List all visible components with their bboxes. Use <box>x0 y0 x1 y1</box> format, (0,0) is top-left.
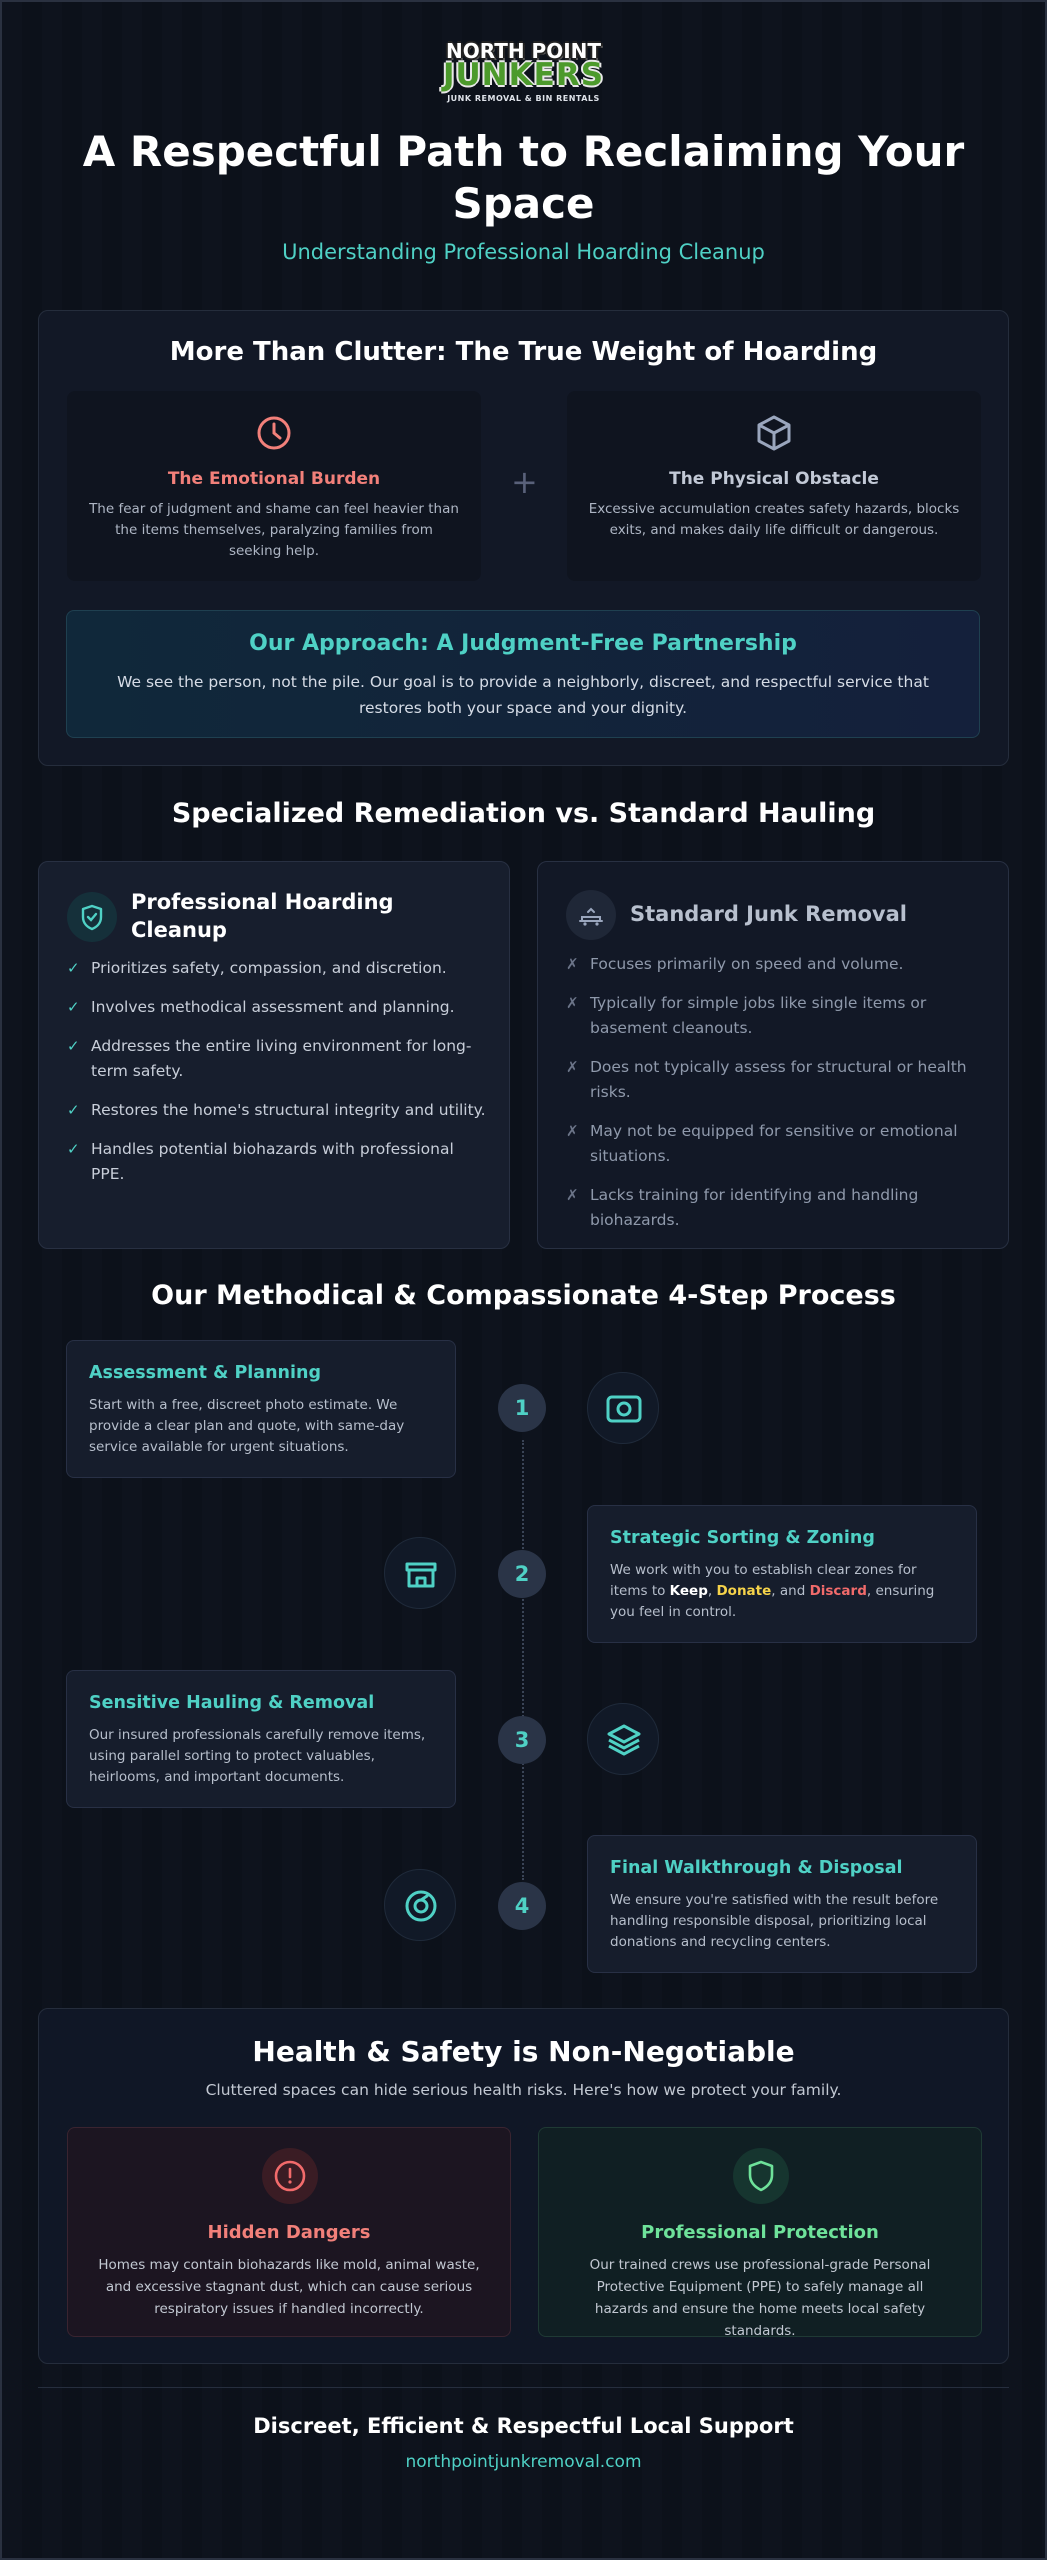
list-item: ✗ Does not typically assess for structural or health risks. <box>566 1058 967 1101</box>
shield-icon <box>733 2148 789 2204</box>
timeline-line <box>522 1440 524 1880</box>
approach-box <box>66 610 980 738</box>
step-card-2 <box>587 1505 977 1643</box>
emotional-card <box>67 391 481 581</box>
list-item: ✓ Restores the home's structural integrity and utility. <box>67 1101 486 1119</box>
logo-line2: JUNKERS <box>442 57 605 93</box>
plus-sign: + <box>511 463 538 501</box>
page-subtitle: Understanding Professional Hoarding Cleanup <box>282 240 765 264</box>
camera-icon <box>587 1372 659 1444</box>
dangers-card <box>67 2127 511 2337</box>
clock-icon <box>254 413 294 457</box>
step-number-4: 4 <box>498 1882 546 1930</box>
logo-tagline: JUNK REMOVAL & BIN RENTALS <box>447 94 600 103</box>
protection-card <box>538 2127 982 2337</box>
page-title: A Respectful Path to Reclaiming Your Space <box>82 127 965 228</box>
comparison-title: Specialized Remediation vs. Standard Hauling <box>171 798 876 829</box>
alert-icon <box>262 2148 318 2204</box>
list-item: ✗ Focuses primarily on speed and volume. <box>566 955 904 973</box>
step-card-3 <box>66 1670 456 1808</box>
process-title: Our Methodical & Compassionate 4-Step Process <box>151 1280 896 1311</box>
step-title: Sensitive Hauling & Removal <box>89 1693 375 1713</box>
list-item: ✗ Lacks training for identifying and handling biohazards. <box>566 1186 919 1229</box>
step-text: We ensure you're satisfied with the result before handling responsible disposal, prioritizing local donations and recycling centers. <box>610 1892 939 1950</box>
professional-card <box>38 861 510 1249</box>
protection-text: Our trained crews use professional-grade Personal Protective Equipment (PPE) to safely manage all hazards and ensure the home meets local safety standards. <box>589 2257 931 2339</box>
logo-line1: NORTH POINT <box>445 39 602 63</box>
keep-label: Keep <box>669 1583 708 1599</box>
standard-title: Standard Junk Removal <box>630 902 907 926</box>
weight-title: More Than Clutter: The True Weight of Hoarding <box>169 337 878 367</box>
professional-title: Professional Hoarding Cleanup <box>131 890 394 942</box>
approach-text: We see the person, not the pile. Our goal is to provide a neighborly, discreet, and respectful service that restores both your space and your dignity. <box>117 673 929 717</box>
step-number-1: 1 <box>498 1384 546 1432</box>
dangers-text: Homes may contain biohazards like mold, animal waste, and excessive stagnant dust, which can cause serious respiratory issues if handled incorrectly. <box>98 2257 480 2317</box>
list-item: ✓ Addresses the entire living environment for long-term safety. <box>67 1037 472 1080</box>
donate-label: Donate <box>716 1583 772 1599</box>
step-title: Assessment & Planning <box>89 1363 321 1383</box>
list-item: ✓ Involves methodical assessment and planning. <box>67 998 455 1016</box>
standard-list <box>566 952 986 1241</box>
physical-text: Excessive accumulation creates safety hazards, blocks exits, and makes daily life difficult or dangerous. <box>588 501 960 538</box>
footer-url-link[interactable]: northpointjunkremoval.com <box>405 2452 642 2472</box>
box-icon <box>754 413 794 457</box>
step-text: Start with a free, discreet photo estimate. We provide a clear plan and quote, with same-day service available for urgent situations. <box>89 1397 405 1455</box>
list-item: ✓ Handles potential biohazards with professional PPE. <box>67 1140 454 1183</box>
health-panel <box>38 2008 1009 2364</box>
step-number-2: 2 <box>498 1550 546 1598</box>
recycle-icon <box>384 1869 456 1941</box>
storefront-icon <box>384 1537 456 1609</box>
list-item: ✓ Prioritizes safety, compassion, and discretion. <box>67 959 447 977</box>
step-card-1 <box>66 1340 456 1478</box>
step-text: Our insured professionals carefully remove items, using parallel sorting to protect valuables, heirlooms, and important documents. <box>89 1727 426 1785</box>
dangers-title: Hidden Dangers <box>207 2222 371 2243</box>
step-text: We work with you to establish clear zones for items to Keep, Donate, and Discard, ensuring you feel in control. <box>610 1562 935 1620</box>
layers-icon <box>587 1703 659 1775</box>
step-card-4 <box>587 1835 977 1973</box>
approach-title: Our Approach: A Judgment-Free Partnership <box>249 631 797 656</box>
emotional-text: The fear of judgment and shame can feel heavier than the items themselves, paralyzing families from seeking help. <box>89 501 459 559</box>
footer-divider <box>38 2387 1009 2388</box>
physical-title: The Physical Obstacle <box>669 469 879 489</box>
physical-card <box>567 391 981 581</box>
emotional-title: The Emotional Burden <box>167 469 381 489</box>
protection-title: Professional Protection <box>641 2222 879 2243</box>
logo <box>0 38 1047 112</box>
footer-title: Discreet, Efficient & Respectful Local Support <box>253 2414 794 2438</box>
discard-label: Discard <box>809 1583 867 1599</box>
step-title: Strategic Sorting & Zoning <box>610 1528 875 1548</box>
step-title: Final Walkthrough & Disposal <box>610 1858 903 1878</box>
list-item: ✗ Typically for simple jobs like single items or basement cleanouts. <box>566 994 927 1037</box>
professional-list <box>67 956 487 1195</box>
truck-icon <box>566 890 616 940</box>
standard-card <box>537 861 1009 1249</box>
list-item: ✗ May not be equipped for sensitive or emotional situations. <box>566 1122 958 1165</box>
shield-check-icon <box>67 892 117 942</box>
health-title: Health & Safety is Non-Negotiable <box>252 2035 795 2068</box>
health-subtitle: Cluttered spaces can hide serious health risks. Here's how we protect your family. <box>205 2081 842 2099</box>
step-number-3: 3 <box>498 1716 546 1764</box>
